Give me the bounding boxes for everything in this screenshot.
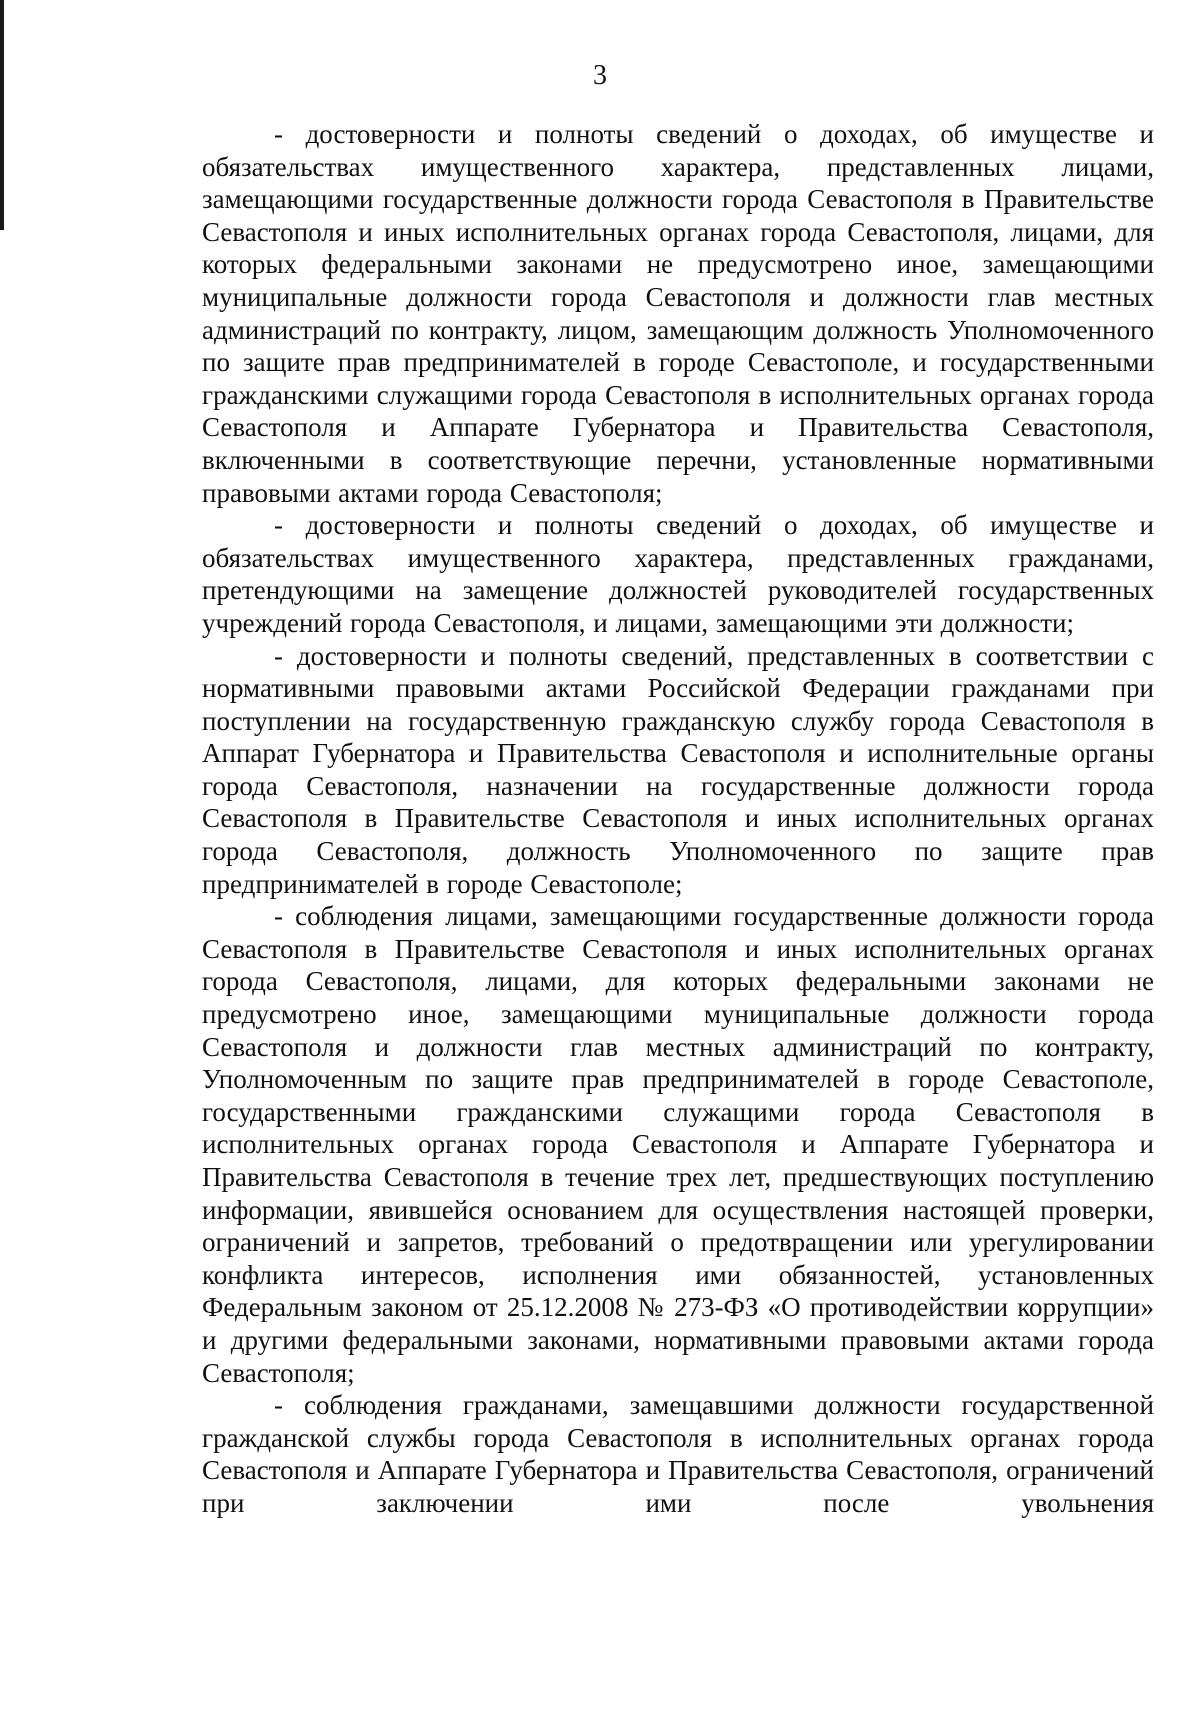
paragraph-compliance-former-servants: - соблюдения гражданами, замещавшими должности государственной гражданской службы города Севастополя в исполнительных органах города Севастополя и Аппарате Губернатора и Правительства Севастополя, ограничений при заключении ими после увольнения <box>202 1390 1154 1518</box>
paragraph-income-reliability-institution-heads: - достоверности и полноты сведений о доходах, об имуществе и обязательствах имущественного характера, представленных гражданами, претендующими на замещение должностей руководителей государственных учреждений города Севастополя, и лицами, замещающими эти должности; <box>202 510 1154 638</box>
paragraph-compliance-restrictions: - соблюдения лицами, замещающими государственные должности города Севастополя в Правительстве Севастополя и иных исполнительных органах города Севастополя, лицами, для которых федеральными законами не предусмотрено иное, замещающими муниципальные должности города Севастополя и должности глав местных администраций по контракту, Уполномоченным по защите прав предпринимателей в городе Севастополе, государственными гражданскими служащими города Севастополя в исполнительных органах города Севастополя и Аппарате Губернатора и Правительства Севастополя в течение трех лет, предшествующих поступлению информации, явившейся основанием для осуществления настоящей проверки, ограничений и запретов, требований о предотвращении или урегулировании конфликта интересов, исполнения ими обязанностей, установленных Федеральным законом от 25.12.2008 № 273-ФЗ «О противодействии коррупции» и другими федеральными законами, нормативными правовыми актами города Севастополя; <box>202 901 1154 1388</box>
paragraph-income-reliability-officials: - достоверности и полноты сведений о доходах, об имуществе и обязательствах имущественного характера, представленных лицами, замещающими государственные должности города Севастополя в Правительстве Севастополя и иных исполнительных органах города Севастополя, лицами, для которых федеральными законами не предусмотрено иное, замещающими муниципальные должности города Севастополя и должности глав местных администраций по контракту, лицом, замещающим должность Уполномоченного по защите прав предпринимателей в городе Севастополе, и государственными гражданскими служащими города Севастополя в исполнительных органах города Севастополя и Аппарате Губернатора и Правительства Севастополя, включенными в соответствующие перечни, установленные нормативными правовыми актами города Севастополя; <box>202 119 1154 508</box>
page-number: 3 <box>593 60 607 91</box>
document-body <box>202 118 1154 1520</box>
paragraph-reliability-on-appointment: - достоверности и полноты сведений, представленных в соответствии с нормативными правовыми актами Российской Федерации гражданами при поступлении на государственную гражданскую службу города Севастополя в Аппарат Губернатора и Правительства Севастополя и исполнительные органы города Севастополя, назначении на государственные должности города Севастополя в Правительстве Севастополя и иных исполнительных органах города Севастополя, должность Уполномоченного по защите прав предпринимателей в городе Севастополе; <box>202 640 1154 899</box>
scan-edge-mark <box>0 0 4 230</box>
